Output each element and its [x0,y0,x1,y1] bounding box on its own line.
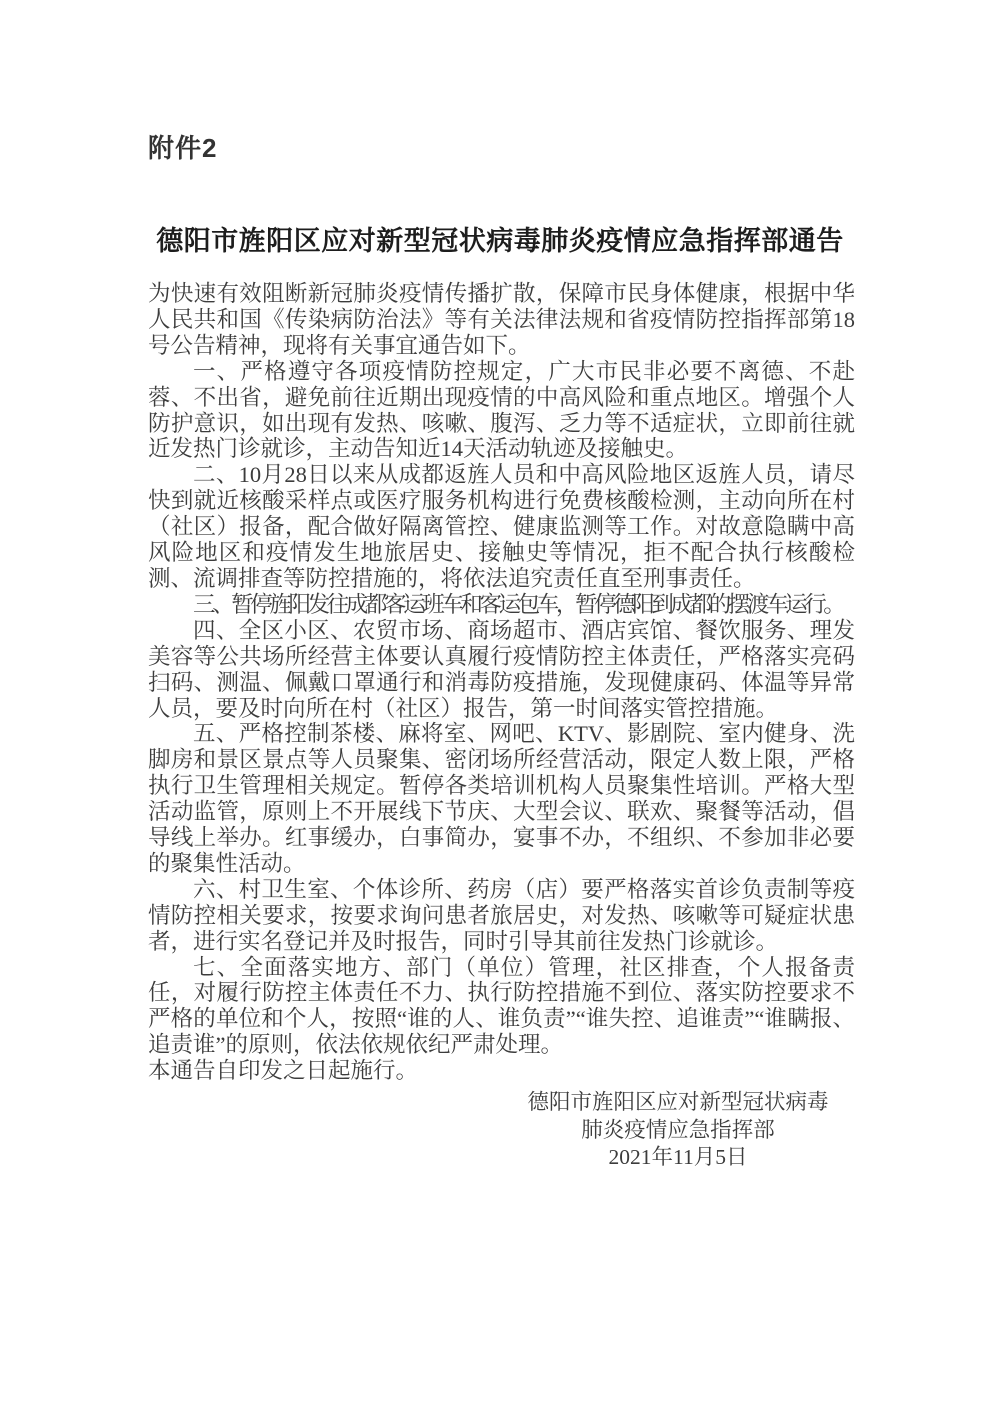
document-body [148,281,855,1084]
paragraph-item-6: 六、村卫生室、个体诊所、药房（店）要严格落实首诊负责制等疫情防控相关要求，按要求询问患者旅居史，对发热、咳嗽等可疑症状患者，进行实名登记并及时报告，同时引导其前往发热门诊就诊。 [148,876,855,954]
paragraph-item-1: 一、严格遵守各项疫情防控规定，广大市民非必要不离德、不赴蓉、不出省，避免前往近期出现疫情的中高风险和重点地区。增强个人防护意识，如出现有发热、咳嗽、腹泻、乏力等不适症状，立即前往就近发热门诊就诊，主动告知近14天活动轨迹及接触史。 [148,358,855,462]
attachment-label: 附件2 [148,133,218,163]
document-title: 德阳市旌阳区应对新型冠状病毒肺炎疫情应急指挥部通告 [156,226,844,256]
paragraph-item-3: 三、暂停旌阳发往成都客运班车和客运包车，暂停德阳到成都的摆渡车运行。 [193,591,843,617]
signature-block [518,1089,838,1172]
paragraph-item-4: 四、全区小区、农贸市场、商场超市、酒店宾馆、餐饮服务、理发美容等公共场所经营主体要认真履行疫情防控主体责任，严格落实亮码扫码、测温、佩戴口罩通行和消毒防疫措施，发现健康码、体温等异常人员，要及时向所在村（社区）报告，第一时间落实管控措施。 [148,617,855,721]
paragraph-item-2: 二、10月28日以来从成都返旌人员和中高风险地区返旌人员，请尽快到就近核酸采样点或医疗服务机构进行免费核酸检测，主动向所在村（社区）报备，配合做好隔离管控、健康监测等工作。对故意隐瞒中高风险地区和疫情发生地旅居史、接触史等情况，拒不配合执行核酸检测、流调排查等防控措施的，将依法追究责任直至刑事责任。 [148,462,855,591]
paragraph-closing: 本通告自印发之日起施行。 [148,1058,419,1084]
signature-org-line2: 肺炎疫情应急指挥部 [581,1117,775,1142]
paragraph-intro: 为快速有效阻断新冠肺炎疫情传播扩散，保障市民身体健康，根据中华人民共和国《传染病防治法》等有关法律法规和省疫情防控指挥部第18号公告精神，现将有关事宜通告如下。 [148,281,855,358]
signature-org-line1: 德阳市旌阳区应对新型冠状病毒 [527,1090,829,1114]
paragraph-item-5: 五、严格控制茶楼、麻将室、网吧、KTV、影剧院、室内健身、洗脚房和景区景点等人员聚集、密闭场所经营活动，限定人数上限，严格执行卫生管理相关规定。暂停各类培训机构人员聚集性培训。严格大型活动监管，原则上不开展线下节庆、大型会议、联欢、聚餐等活动，倡导线上举办。红事缓办，白事简办，宴事不办，不组织、不参加非必要的聚集性活动。 [148,721,855,876]
signature-date: 2021年11月5日 [608,1145,748,1169]
paragraph-item-7: 七、全面落实地方、部门（单位）管理，社区排查，个人报备责任，对履行防控主体责任不力、执行防控措施不到位、落实防控要求不严格的单位和个人，按照“谁的人、谁负责”“谁失控、追谁责”“谁瞒报、追责谁”的原则，依法依规依纪严肃处理。 [148,954,855,1058]
